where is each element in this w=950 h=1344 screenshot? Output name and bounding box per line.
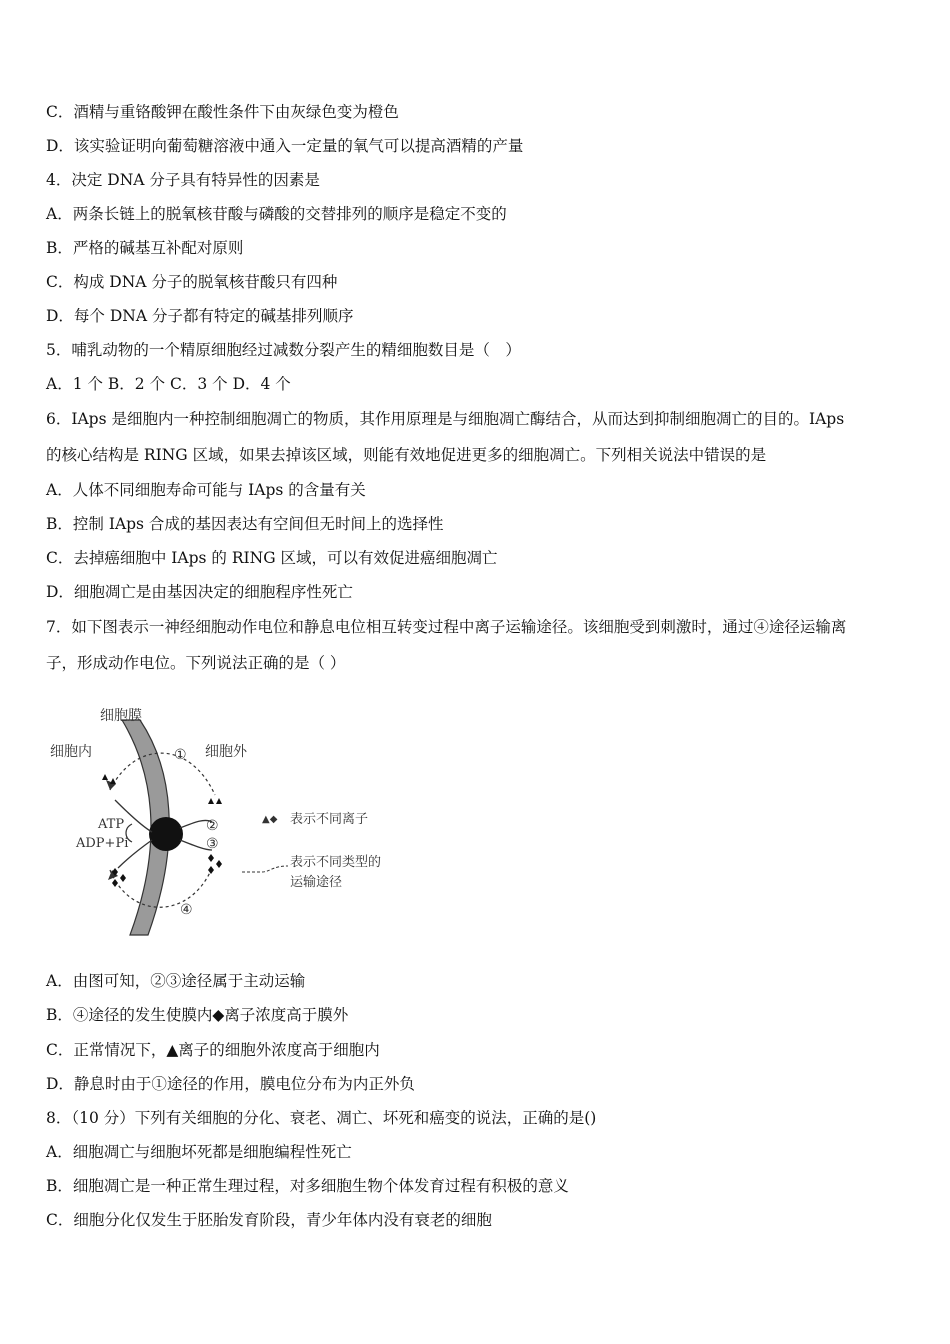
membrane-label: 细胞膜 [100,708,142,724]
adp-label: ADP+Pi [76,836,129,851]
path-legend-label-2: 运输途径 [290,875,343,890]
q4-stem: 4．决定 DNA 分子具有特异性的因素是 [46,171,320,189]
path-legend-label-1: 表示不同类型的 [290,855,382,870]
ion-legend-label: 表示不同离子 [290,812,369,827]
q5-options: A．1 个 B．2 个 C．3 个 D．4 个 [46,375,291,393]
q8-option-a: A．细胞凋亡与细胞坏死都是细胞编程性死亡 [46,1143,352,1161]
path-legend-line [242,866,288,872]
q7-stem-line2: 子，形成动作电位。下列说法正确的是（ ） [46,654,346,672]
q4-option-c: C．构成 DNA 分子的脱氧核苷酸只有四种 [46,273,338,291]
inside-label: 细胞内 [50,744,92,760]
ion-legend-symbol: ▲◆ [262,814,278,825]
q8-stem: 8．（10 分）下列有关细胞的分化、衰老、凋亡、坏死和癌变的说法，正确的是() [46,1109,597,1127]
path-2-label: ② [206,818,219,834]
path-1-label: ① [174,747,187,763]
q3-option-d: D．该实验证明向葡萄糖溶液中通入一定量的氧气可以提高酒精的产量 [46,137,524,155]
diamond-ions-outside [208,854,222,874]
q7-option-a: A．由图可知，②③途径属于主动运输 [46,972,306,990]
q7-option-c: C．正常情况下，▲离子的细胞外浓度高于细胞内 [46,1041,380,1059]
triangle-ions-outside [208,798,222,804]
q3-option-c: C．酒精与重铬酸钾在酸性条件下由灰绿色变为橙色 [46,103,399,121]
q6-stem-line2: 的核心结构是 RING 区域，如果去掉该区域，则能有效地促进更多的细胞凋亡。下列相关说法中错误的是 [46,446,767,464]
ion-transport-diagram [40,700,420,945]
q4-option-d: D．每个 DNA 分子都有特定的碱基排列顺序 [46,307,354,325]
atp-label: ATP [98,817,125,832]
q6-option-a: A．人体不同细胞寿命可能与 IAps 的含量有关 [46,481,366,499]
q7-option-b: B．④途径的发生使膜内◆离子浓度高于膜外 [46,1006,349,1024]
q5-stem: 5．哺乳动物的一个精原细胞经过减数分裂产生的精细胞数目是（ ） [46,341,521,359]
path-4-label: ④ [180,902,193,918]
q6-option-b: B．控制 IAps 合成的基因表达有空间但无时间上的选择性 [46,515,444,533]
q4-option-a: A．两条长链上的脱氧核苷酸与磷酸的交替排列的顺序是稳定不变的 [46,205,507,223]
q8-option-b: B．细胞凋亡是一种正常生理过程，对多细胞生物个体发育过程有积极的意义 [46,1177,569,1195]
q6-option-c: C．去掉癌细胞中 IAps 的 RING 区域，可以有效促进癌细胞凋亡 [46,549,498,567]
transport-protein [149,817,183,851]
q6-option-d: D．细胞凋亡是由基因决定的细胞程序性死亡 [46,583,353,601]
path-3-label: ③ [206,836,219,852]
q7-option-d: D．静息时由于①途径的作用，膜电位分布为内正外负 [46,1075,415,1093]
q4-option-b: B．严格的碱基互补配对原则 [46,239,244,257]
q8-option-c: C．细胞分化仅发生于胚胎发育阶段，青少年体内没有衰老的细胞 [46,1211,492,1229]
outside-label: 细胞外 [205,744,247,760]
q6-stem-line1: 6．IAps 是细胞内一种控制细胞凋亡的物质，其作用原理是与细胞凋亡酶结合，从而达到抑制细胞凋亡的目的。IAps [46,410,845,428]
q7-stem-line1: 7．如下图表示一神经细胞动作电位和静息电位相互转变过程中离子运输途径。该细胞受到刺激时，通过④途径运输离 [46,618,847,636]
